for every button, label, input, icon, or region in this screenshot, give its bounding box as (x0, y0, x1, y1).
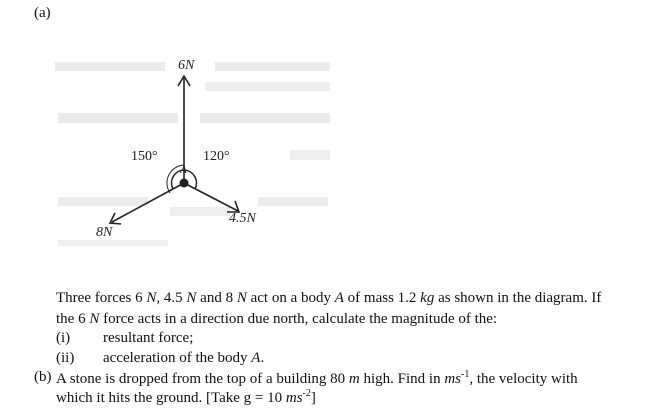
question-a-item-i-number: (i) (56, 330, 71, 346)
force-right-line (184, 183, 238, 211)
question-a-line-1: Three forces 6 N, 4.5 N and 8 N act on a body A of mass 1.2 kg as shown in the diagram. If (56, 290, 602, 306)
question-b-label: (b) (34, 369, 52, 385)
question-b-line-2: which it hits the ground. [Take g = 10 $ms^{-2}$] (56, 388, 316, 406)
background-scan-noise (55, 62, 330, 246)
question-a-line-2: the 6 N force acts in a direction due north, calculate the magnitude of the: (56, 311, 498, 327)
part-a-label: (a) (34, 5, 51, 21)
question-b-line-1: A stone is dropped from the top of a building 80 m high. Find in $ms^{-1}$, the velocity with (56, 369, 578, 387)
point-a-dot (180, 179, 189, 188)
question-a-item-i-text: resultant force; (103, 330, 194, 346)
angle-left-label: 150° (131, 149, 158, 164)
angle-right-label: 120° (203, 149, 230, 164)
question-a-item-ii-text: acceleration of the body A. (103, 350, 265, 366)
question-a-item-ii-number: (ii) (56, 350, 75, 366)
force-left-label: 8N (96, 225, 113, 240)
force-right-label: 4.5N (229, 211, 256, 226)
point-label: A (180, 164, 187, 176)
force-up-label: 6N (178, 58, 195, 73)
